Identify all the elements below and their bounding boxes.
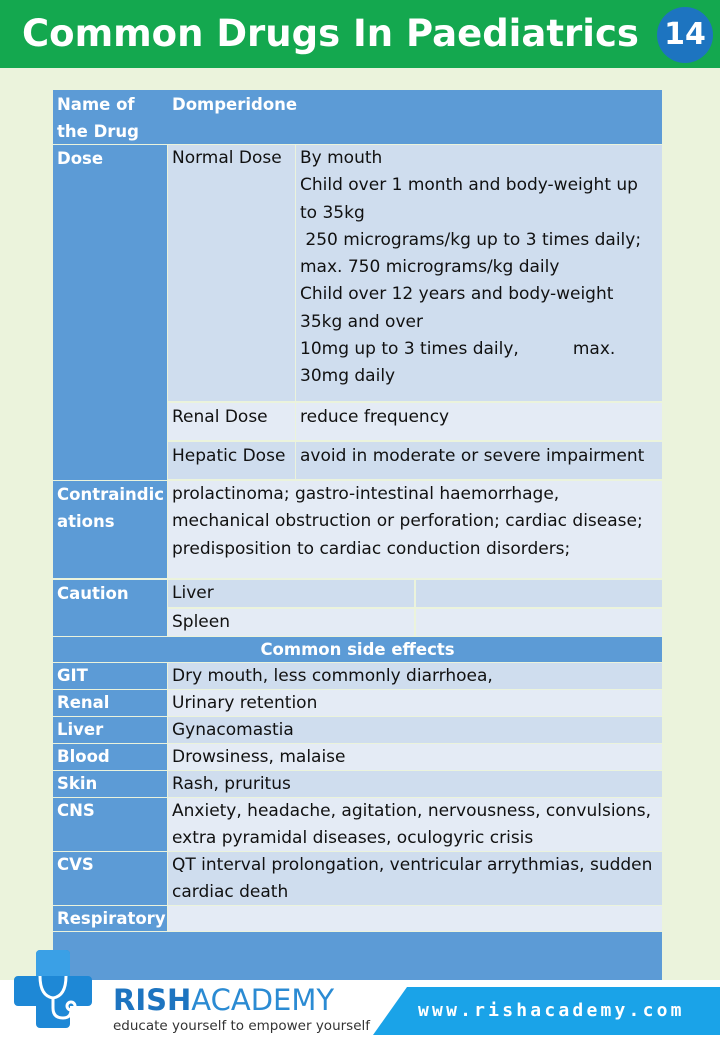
contraindications-label [53,481,167,578]
brand-name [113,984,334,1016]
normal-dose-line: 10mg up to 3 times daily, max. [300,339,616,360]
normal-dose-line: max. 750 micrograms/kg daily [300,257,560,278]
normal-dose-line: 30mg daily [300,366,396,387]
page-title: Common Drugs In Paediatrics [22,12,639,55]
normal-dose-line: By mouth [300,148,383,168]
drug-name-label [53,90,168,144]
normal-dose-line: 250 micrograms/kg up to 3 times daily; [300,229,642,250]
side-effect-value [168,663,662,689]
caution-item: Spleen [168,609,414,636]
side-effect-line: Gynacomastia [172,720,294,740]
contraindications-label-line: Contraindic [57,485,165,504]
brand-name-bold: RISH [113,983,192,1017]
drug-name-label-line: the Drug [57,122,139,142]
caution-item: Liver [168,580,414,607]
contraindication-line: predisposition to cardiac conduction disorders; [172,538,571,559]
website-link[interactable]: www.rishacademy.com [418,1000,685,1021]
side-effect-value [168,690,662,716]
hepatic-dose-value: avoid in moderate or severe impairment [296,442,662,479]
side-effect-line: Urinary retention [172,693,318,713]
normal-dose-value [296,145,662,401]
side-effect-system: Renal [53,690,167,716]
brand-name-light: ACADEMY [191,983,335,1017]
header-bar [0,0,720,68]
normal-dose-line: 35kg and over [300,311,423,332]
contraindication-line: mechanical obstruction or perforation; cardiac disease; [172,511,643,532]
normal-dose-lines [300,145,658,391]
drug-name-label-line: Name of [57,95,135,114]
renal-dose-label: Renal Dose [168,403,295,440]
contraindications-label-line: ations [57,512,115,532]
side-effect-value [168,906,662,931]
hepatic-dose-label: Hepatic Dose [168,442,295,479]
contraindications-label-lines [57,481,163,536]
side-effects-heading: Common side effects [53,637,662,662]
normal-dose-label: Normal Dose [168,145,295,401]
side-effect-system: Liver [53,717,167,743]
dose-label: Dose [53,145,167,480]
side-effect-value [168,744,662,770]
caution-item-empty [416,580,662,607]
side-effect-value [168,852,662,905]
side-effect-system: Blood [53,744,167,770]
side-effect-system: CNS [53,798,167,851]
side-effect-value [168,717,662,743]
side-effect-system: CVS [53,852,167,905]
side-effect-system: Skin [53,771,167,797]
side-effect-line: Anxiety, headache, agitation, nervousness, convulsions, [172,801,651,821]
side-effect-system: Respiratory [53,906,167,931]
normal-dose-line: Child over 1 month and body-weight up [300,175,638,196]
normal-dose-line: to 35kg [300,202,365,223]
side-effect-line: Drowsiness, malaise [172,747,346,767]
renal-dose-value: reduce frequency [296,403,662,440]
contraindication-line: prolactinoma; gastro-intestinal haemorrhage, [172,484,560,504]
side-effect-line: QT interval prolongation, ventricular arrythmias, sudden [172,855,653,875]
side-effect-line: Dry mouth, less commonly diarrhoea, [172,666,493,686]
caution-label: Caution [53,580,167,636]
caution-item-empty [416,609,662,636]
side-effect-line: Rash, pruritus [172,774,291,794]
medical-cross-stethoscope-icon [10,946,96,1032]
brand-tagline: educate yourself to empower yourself [113,1018,371,1034]
drug-name-value: Domperidone [168,90,662,144]
side-effect-value [168,771,662,797]
normal-dose-line: Child over 12 years and body-weight [300,284,614,305]
side-effect-value [168,798,662,851]
page-number-badge: 14 [657,7,713,63]
side-effect-system: GIT [53,663,167,689]
side-effect-line: cardiac death [172,881,289,902]
contraindications-lines [172,481,658,563]
side-effect-line: extra pyramidal diseases, oculogyric crisis [172,827,534,848]
table-footer-bar [53,932,662,980]
contraindications-value [168,481,662,578]
